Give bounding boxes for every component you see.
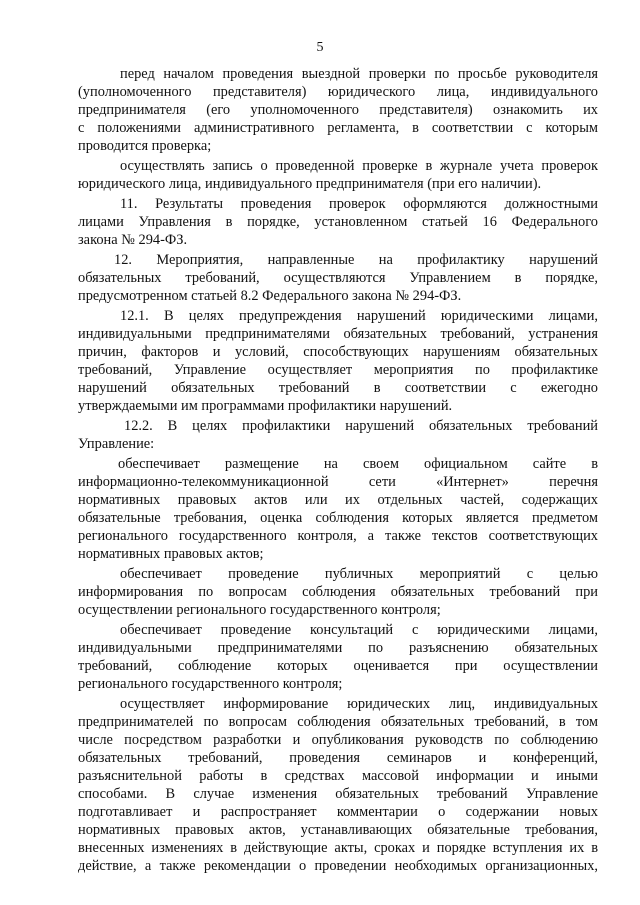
text-line: числе посредством разработки и опубликования руководств по соблюдению [78, 732, 598, 748]
text-line: утверждаемыми им программами профилактики нарушений. [78, 398, 453, 414]
text-line: внесенных изменениях в действующие акты, сроках и порядке вступления их в [78, 840, 598, 856]
text-line: (уполномоченного представителя) юридического лица, индивидуального [78, 84, 598, 100]
text-line: предпринимателя (его уполномоченного представителя) ознакомить их [78, 102, 598, 118]
text-line: юридического лица, индивидуального предпринимателя (при его наличии). [78, 176, 542, 192]
text-line: нарушений обязательных требований в соответствии с ежегодно [78, 380, 598, 396]
text-line: обеспечивает проведение консультаций с юридическими лицами, [120, 622, 598, 638]
text-line: нормативных правовых актов, устанавливающих обязательные требования, [78, 822, 598, 838]
text-line: лицами Управления в порядке, установленном статьей 16 Федерального [78, 214, 598, 230]
document-body [78, 65, 598, 875]
text-line: действие, а также рекомендации о проведении необходимых организационных, [78, 858, 598, 874]
text-line: обеспечивает проведение публичных мероприятий с целью [120, 566, 598, 582]
text-line: обеспечивает размещение на своем официальном сайте в [118, 456, 598, 472]
text-line: предусмотренном статьей 8.2 Федерального закона № 294-ФЗ. [78, 288, 462, 304]
text-line: предпринимателей по вопросам соблюдения обязательных требований, в том [78, 714, 598, 730]
text-line: нормативных правовых актов; [78, 546, 264, 562]
text-line: с положениями административного регламента, в соответствии с которым [78, 120, 598, 136]
text-line: 12. Мероприятия, направленные на профилактику нарушений [114, 252, 598, 268]
text-line: требований, соблюдение которых оценивается при осуществлении [78, 658, 598, 674]
page-number: 5 [316, 40, 324, 55]
text-line: осуществляет информирование юридических лиц, индивидуальных [120, 696, 598, 712]
text-line: 12.2. В целях профилактики нарушений обязательных требований [124, 418, 598, 434]
text-line: информирования по вопросам соблюдения обязательных требований при [78, 584, 598, 600]
text-line: закона № 294-ФЗ. [78, 232, 188, 248]
text-line: проводится проверка; [78, 138, 212, 154]
text-line: осуществлять запись о проведенной проверке в журнале учета проверок [120, 158, 598, 174]
text-line: индивидуальными предпринимателями по разъяснению обязательных [78, 640, 598, 656]
text-line: обязательных требований, осуществляются Управлением в порядке, [78, 270, 598, 286]
text-line: регионального государственного контроля; [78, 676, 343, 692]
text-line: нормативных правовых актов или их отдельных частей, содержащих [78, 492, 598, 508]
text-line: индивидуальными предпринимателями обязательных требований, устранения [78, 326, 598, 342]
text-line: осуществлении регионального государственного контроля; [78, 602, 441, 618]
text-line: 12.1. В целях предупреждения нарушений юридическими лицами, [120, 308, 598, 324]
text-line: причин, факторов и условий, способствующих нарушениям обязательных [78, 344, 598, 360]
text-line: перед началом проведения выездной проверки по просьбе руководителя [120, 66, 598, 82]
text-line: 11. Результаты проведения проверок оформляются должностными [120, 196, 598, 212]
text-line: способами. В случае изменения обязательных требований Управление [78, 786, 598, 802]
text-line: регионального государственного контроля, а также текстов соответствующих [78, 528, 598, 544]
text-line: обязательных требований, проведения семинаров и конференций, [78, 750, 598, 766]
text-line: обязательные требования, оценка соблюдения которых является предметом [78, 510, 598, 526]
text-line: разъяснительной работы в средствах массовой информации и иными [78, 768, 598, 784]
text-line: Управление: [78, 436, 155, 452]
text-line: информационно-телекоммуникационной сети «Интернет» перечня [78, 474, 598, 490]
text-line: требований, Управление осуществляет мероприятия по профилактике [78, 362, 598, 378]
text-line: подготавливает и распространяет комментарии о содержании новых [78, 804, 598, 820]
